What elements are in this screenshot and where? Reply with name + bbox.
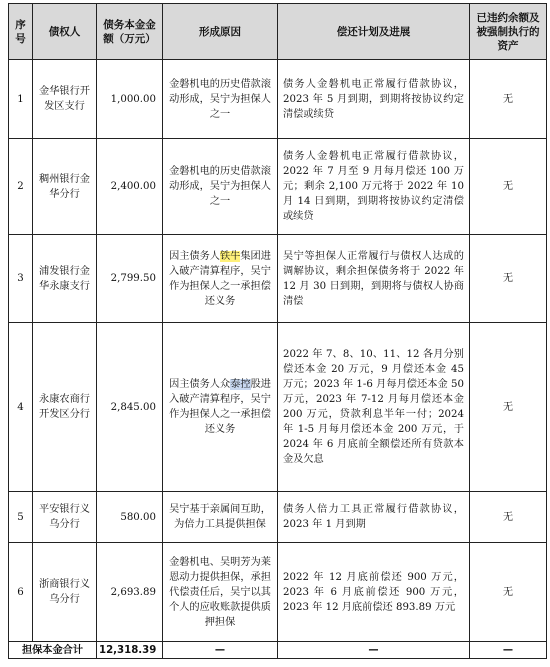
header-amount: 债务本金金额（万元） — [97, 4, 163, 60]
row-reason — [163, 235, 278, 323]
reason-text: 因主债务人众 — [169, 379, 231, 390]
row-plan: 2022 年 7、8、10、11、12 各月分别偿还本金 20 万元，9 月偿还本金 45 万元；2023 年 1-6 月每月偿还本金 50 万元，2023 年 7-12 月每月偿还本金 200 万元，贷款利息半年一付；2024 年 1-5 月每月偿还本金 200 万元，于 2024 年 6 月底前全额偿还所有贷款本金及欠息 — [278, 323, 470, 492]
table-row — [9, 492, 547, 543]
row-amount: 2,400.00 — [97, 139, 163, 235]
row-plan: 债务人金磐机电正常履行借款协议，2022 年 7 月至 9 月每月偿还 100 万元；剩余 2,100 万元将于 2022 年 10 月 14 日到期，到期将按协议约定清偿或续贷 — [278, 139, 470, 235]
table-row — [9, 139, 547, 235]
highlighted-text: 铁牛 — [220, 250, 241, 262]
table-row — [9, 60, 547, 139]
guarantee-debt-table — [8, 3, 547, 659]
row-default: 无 — [470, 543, 547, 642]
total-amount: 12,318.39 — [97, 642, 163, 659]
row-no: 2 — [9, 139, 33, 235]
header-reason: 形成原因 — [163, 4, 278, 60]
highlighted-text: 泰控 — [230, 379, 251, 390]
row-default: 无 — [470, 235, 547, 323]
row-reason: 金磐机电的历史借款滚动形成，吴宁为担保人之一 — [163, 139, 278, 235]
reason-text: 因主债务人 — [169, 250, 220, 262]
row-creditor: 平安银行义乌分行 — [33, 492, 97, 543]
row-no: 4 — [9, 323, 33, 492]
table-row — [9, 543, 547, 642]
row-default: 无 — [470, 60, 547, 139]
row-amount: 2,845.00 — [97, 323, 163, 492]
total-row — [9, 642, 547, 659]
row-creditor: 永康农商行开发区分行 — [33, 323, 97, 492]
row-no: 6 — [9, 543, 33, 642]
table-row — [9, 323, 547, 492]
header-no: 序号 — [9, 4, 33, 60]
reason-text: 集团进入破产清算程序，吴宁作为担保人之一承担偿还义务 — [169, 250, 271, 307]
total-default: — — [470, 642, 547, 659]
header-plan: 偿还计划及进展 — [278, 4, 470, 60]
row-default: 无 — [470, 139, 547, 235]
row-reason: 金磐机电的历史借款滚动形成，吴宁为担保人之一 — [163, 60, 278, 139]
header-default: 已违约余额及被强制执行的资产 — [470, 4, 547, 60]
reason-text: 股进入破产清算程序，吴宁作为担保人之一承担偿还义务 — [169, 379, 271, 435]
row-creditor: 稠州银行金华分行 — [33, 139, 97, 235]
row-amount: 2,799.50 — [97, 235, 163, 323]
row-plan: 吴宁等担保人正常履行与债权人达成的调解协议，剩余担保债务将于 2022 年 12 月 30 日到期，到期将与债权人协商清偿 — [278, 235, 470, 323]
row-reason: 金磐机电、吴明芳为莱恩动力提供担保，承担代偿责任后，吴宁以其个人的应收账款提供质押担保 — [163, 543, 278, 642]
row-no: 5 — [9, 492, 33, 543]
table-row — [9, 235, 547, 323]
row-reason: 吴宁基于亲属间互助，为倍力工具提供担保 — [163, 492, 278, 543]
row-no: 1 — [9, 60, 33, 139]
row-amount: 1,000.00 — [97, 60, 163, 139]
total-plan: — — [278, 642, 470, 659]
row-plan: 2022 年 12 月底前偿还 900 万元，2023 年 6 月底前偿还 900 万元，2023 年 12 月底前偿还 893.89 万元 — [278, 543, 470, 642]
row-creditor: 金华银行开发区支行 — [33, 60, 97, 139]
row-no: 3 — [9, 235, 33, 323]
row-default: 无 — [470, 492, 547, 543]
row-amount: 2,693.89 — [97, 543, 163, 642]
row-creditor: 浦发银行金华永康支行 — [33, 235, 97, 323]
total-label: 担保本金合计 — [9, 642, 97, 659]
row-amount: 580.00 — [97, 492, 163, 543]
row-plan: 债务人金磐机电正常履行借款协议，2023 年 5 月到期，到期将按协议约定清偿或续贷 — [278, 60, 470, 139]
row-plan: 债务人倍力工具正常履行借款协议，2023 年 1 月到期 — [278, 492, 470, 543]
table-header-row — [9, 4, 547, 60]
total-reason: — — [163, 642, 278, 659]
row-reason — [163, 323, 278, 492]
row-default: 无 — [470, 323, 547, 492]
header-creditor: 债权人 — [33, 4, 97, 60]
row-creditor: 浙商银行义乌分行 — [33, 543, 97, 642]
